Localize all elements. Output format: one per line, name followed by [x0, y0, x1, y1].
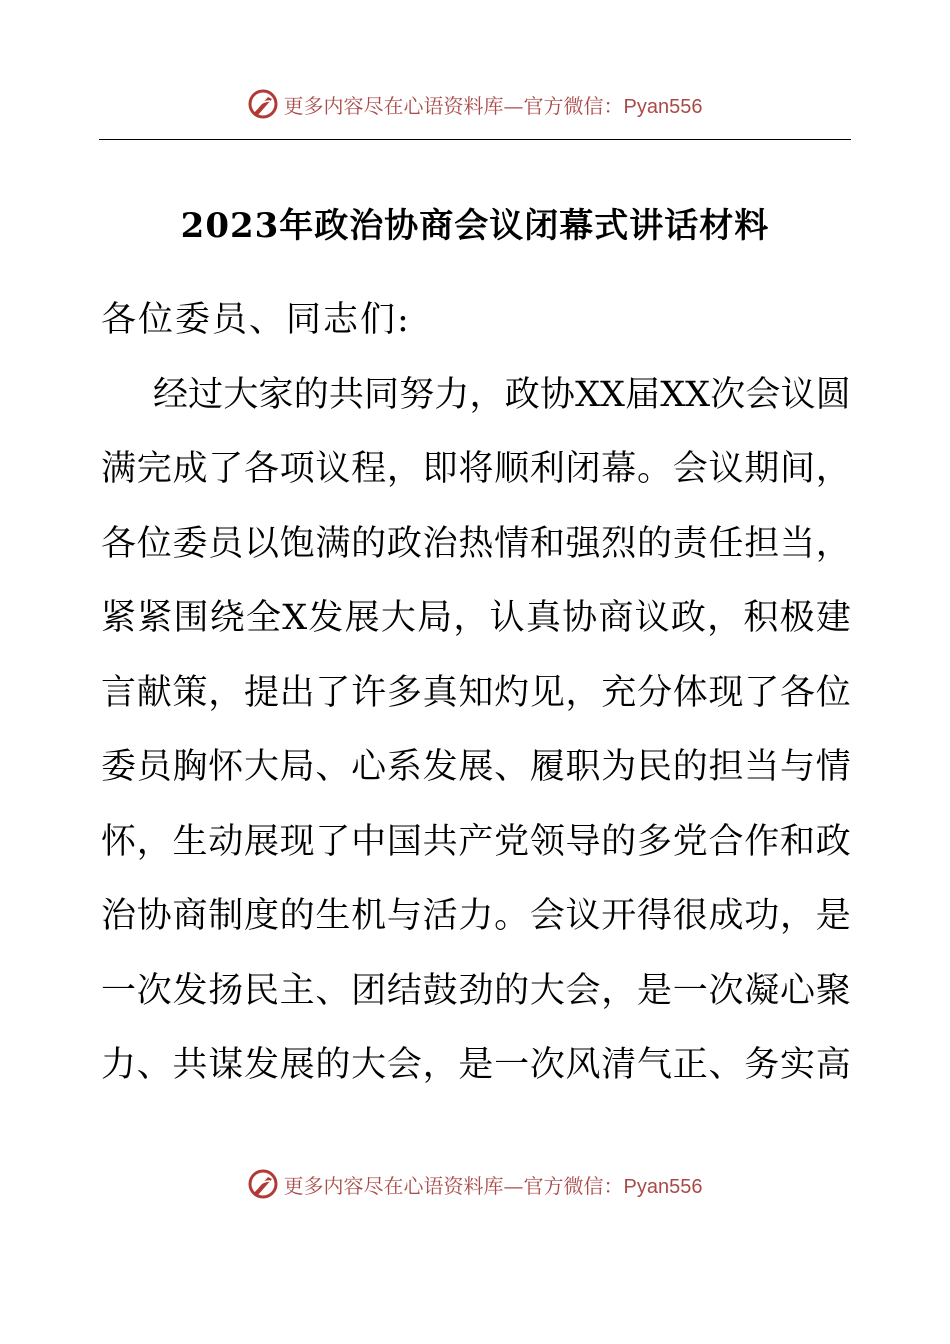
document-title: 2023年政治协商会议闭幕式讲话材料 — [180, 206, 770, 246]
pen-logo-icon — [248, 89, 278, 119]
header-banner-label: 更多内容尽在心语资料库—官方微信： — [283, 93, 624, 118]
footer-banner-text — [284, 1170, 703, 1199]
salutation: 各位委员、同志们: — [101, 300, 411, 340]
paragraph-line: 力 、 共 谋 发 展 的 大 会 ， 是 一 次 风 清 气 正 、 务 实 高 — [101, 1045, 851, 1085]
paragraph-line: 经 过 大 家 的 共 同 努 力 ， 政 协 XX 届 XX 次 会 议 圆 — [153, 374, 851, 415]
paragraph-line: 一 次 发 扬 民 主 、 团 结 鼓 劲 的 大 会 ， 是 一 次 凝 心 聚 — [101, 970, 851, 1011]
paragraph-line: 治 协 商 制 度 的 生 机 与 活 力 。 会 议 开 得 很 成 功 ， 是 — [101, 896, 851, 936]
header-banner-text — [284, 90, 703, 119]
footer-banner-label: 更多内容尽在心语资料库—官方微信： — [283, 1173, 624, 1198]
footer-banner — [0, 1164, 950, 1204]
document-body — [101, 290, 851, 1110]
paragraph-line: 紧 紧 围 绕 全 X 发 展 大 局 ， 认 真 协 商 议 政 ， 积 极 建 — [101, 598, 851, 638]
paragraph-line: 委 员 胸 怀 大 局 、 心 系 发 展 、 履 职 为 民 的 担 当 与 情 — [101, 747, 851, 787]
pen-logo-icon — [248, 1169, 278, 1199]
paragraph-line: 言 献 策 ， 提 出 了 许 多 真 知 灼 见 ， 充 分 体 现 了 各 位 — [101, 672, 851, 713]
footer-wechat-id: Pyan556 — [623, 1175, 703, 1198]
paragraph-line: 各 位 委 员 以 饱 满 的 政 治 热 情 和 强 烈 的 责 任 担 当 ， — [101, 523, 851, 564]
paragraph-line: 怀 ， 生 动 展 现 了 中 国 共 产 党 领 导 的 多 党 合 作 和 政 — [101, 821, 851, 862]
header-divider — [99, 139, 851, 140]
header-wechat-id: Pyan556 — [623, 95, 703, 118]
paragraph-line: 满 完 成 了 各 项 议 程 ， 即 将 顺 利 闭 幕 。 会 议 期 间 ， — [101, 449, 851, 489]
header-banner — [0, 84, 950, 124]
